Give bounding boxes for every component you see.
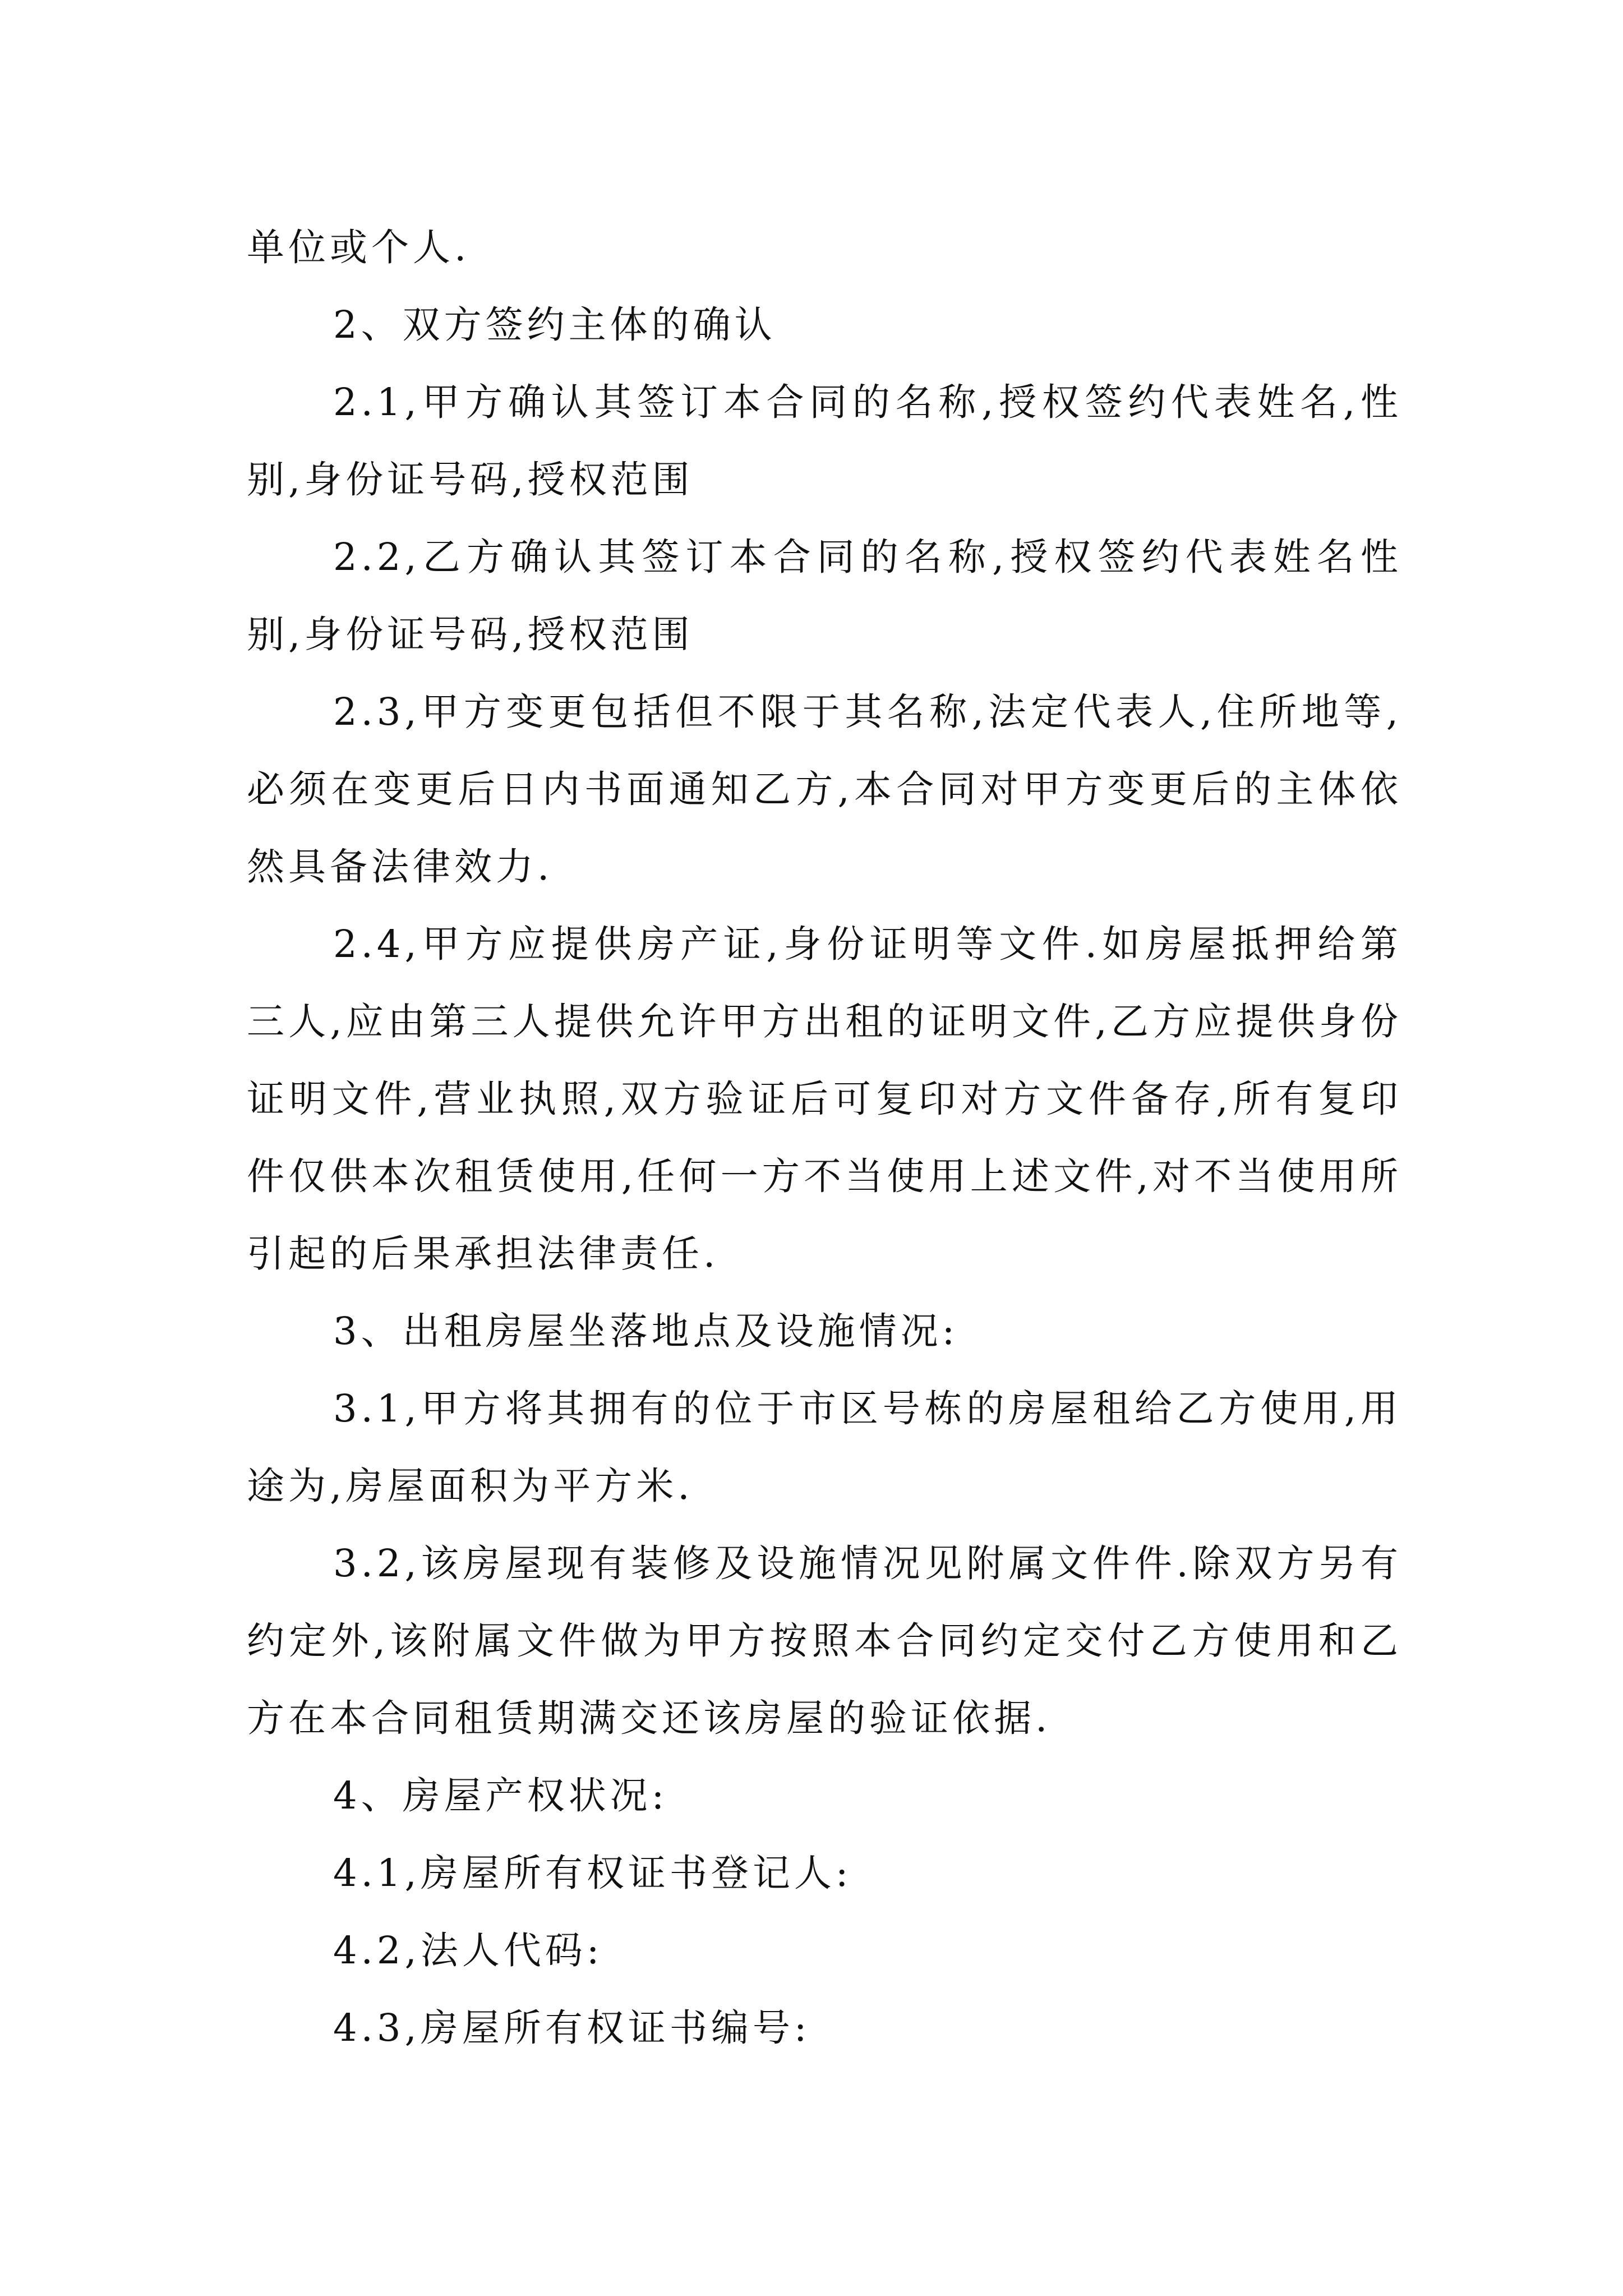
section-heading-2: 2、双方签约主体的确认 (333, 303, 776, 347)
clause-4-2: 4.2,法人代码: (333, 1929, 603, 1972)
clause-4-3: 4.3,房屋所有权证书编号: (333, 2006, 811, 2050)
clause-3-1: 3.1,甲方将其拥有的位于市区号栋的房屋租给乙方使用,用途为,房屋面积为平方米. (247, 1387, 1402, 1508)
clause-4-1: 4.1,房屋所有权证书登记人: (333, 1851, 852, 1895)
section-heading-4: 4、房屋产权状况: (333, 1774, 668, 1818)
clause-2-4: 2.4,甲方应提供房产证,身份证明等文件.如房屋抵押给第三人,应由第三人提供允许甲方出租的证明文件,乙方应提供身份证明文件,营业执照,双方验证后可复印对方文件备存,所有复印件仅供本次租赁使用,任何一方不当使用上述文件,对不当使用所引起的后果承担法律责任. (247, 922, 1402, 1276)
clause-2-1: 2.1,甲方确认其签订本合同的名称,授权签约代表姓名,性别,身份证号码,授权范围 (247, 380, 1402, 501)
clause-2-3: 2.3,甲方变更包括但不限于其名称,法定代表人,住所地等,必须在变更后日内书面通知乙方,本合同对甲方变更后的主体依然具备法律效力. (247, 690, 1402, 889)
clause-2-2: 2.2,乙方确认其签订本合同的名称,授权签约代表姓名性别,身份证号码,授权范围 (247, 535, 1402, 656)
clause-3-2: 3.2,该房屋现有装修及设施情况见附属文件件.除双方另有约定外,该附属文件做为甲方按照本合同约定交付乙方使用和乙方在本合同租赁期满交还该房屋的验证依据. (247, 1542, 1402, 1740)
paragraph-continuation: 单位或个人. (247, 226, 471, 269)
document-body (247, 209, 1402, 2067)
section-heading-3: 3、出租房屋坐落地点及设施情况: (333, 1309, 959, 1353)
